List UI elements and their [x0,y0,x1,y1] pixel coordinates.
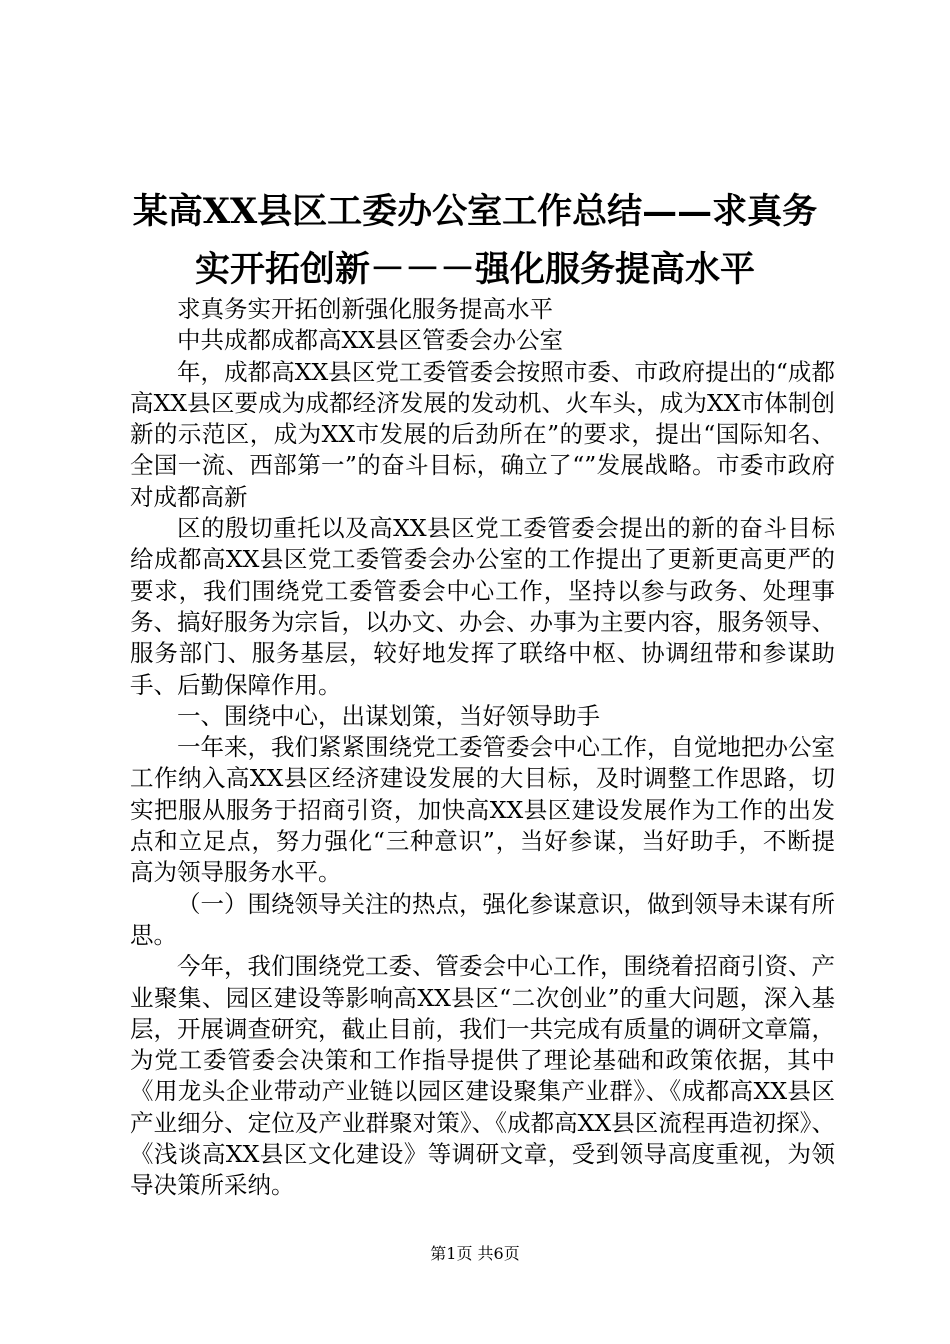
document-title [100,183,850,299]
subsection-heading-1: （一）围绕领导关注的热点，强化参谋意识，做到领导未谋有所思。 [130,889,835,949]
page-number: 第1页 共6页 [430,1244,520,1263]
section-heading-1: 一、围绕中心，出谋划策，当好领导助手 [177,701,600,730]
paragraph-section-1: 一年来，我们紧紧围绕党工委管委会中心工作，自觉地把办公室工作纳入高XX县区经济建设发展的大目标，及时调整工作思路，切实把服从服务于招商引资，加快高XX县区建设发展作为工作的出发点和立足点，努力强化“三种意识”，当好参谋，当好助手，不断提高为领导服务水平。 [130,733,835,887]
paragraph-overview: 区的殷切重托以及高XX县区党工委管委会提出的新的奋斗目标给成都高XX县区党工委管委会办公室的工作提出了更新更高更严的要求，我们围绕党工委管委会中心工作，坚持以参与政务、处理事务、搞好服务为宗旨，以办文、办会、办事为主要内容，服务领导、服务部门、服务基层，较好地发挥了联络中枢、协调纽带和参谋助手、后勤保障作用。 [130,514,835,699]
paragraph-intro: 年，成都高XX县区党工委管委会按照市委、市政府提出的“成都高XX县区要成为成都经济发展的发动机、火车头，成为XX市体制创新的示范区，成为XX市发展的后劲所在”的要求，提出“国际知名、全国一流、西部第一”的奋斗目标，确立了“”发展战略。市委市政府对成都高新 [130,357,835,511]
paragraph-author: 中共成都成都高XX县区管委会办公室 [177,326,563,355]
paragraph-research: 今年，我们围绕党工委、管委会中心工作，围绕着招商引资、产业聚集、园区建设等影响高XX县区“二次创业”的重大问题，深入基层，开展调查研究，截止目前，我们一共完成有质量的调研文章篇，为党工委管委会决策和工作指导提供了理论基础和政策依据，其中《用龙头企业带动产业链以园区建设聚集产业群》、《成都高XX县区产业细分、定位及产业群聚对策》、《成都高XX县区流程再造初探》、《浅谈高XX县区文化建设》等调研文章，受到领导高度重视，为领导决策所采纳。 [130,952,835,1200]
document-body [130,294,835,1202]
title-line-1: 某高XX县区工委办公室工作总结——求真务 [132,191,818,232]
title-line-2: 实开拓创新－－－强化服务提高水平 [194,249,755,290]
paragraph-subtitle: 求真务实开拓创新强化服务提高水平 [177,295,553,323]
